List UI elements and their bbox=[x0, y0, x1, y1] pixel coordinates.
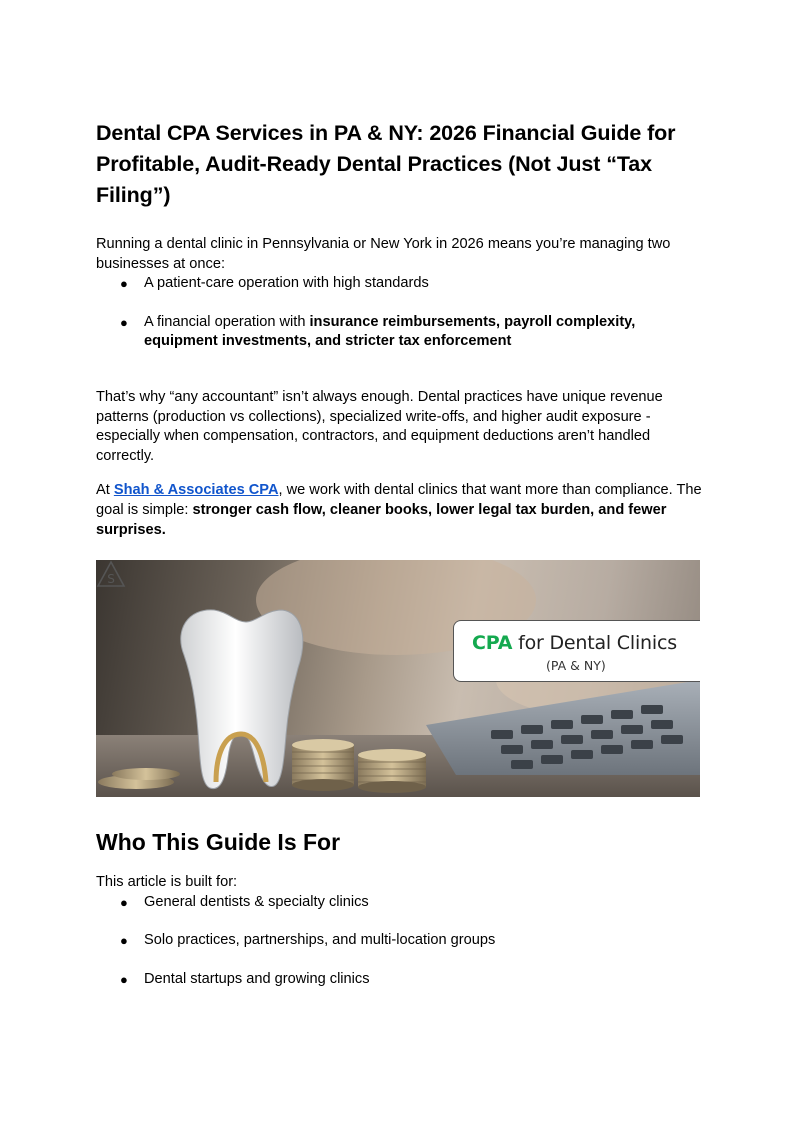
list-item-text: A patient-care operation with high standards bbox=[144, 275, 429, 292]
list-item-bold-text: insurance reimbursements, payroll complexity, equipment investments, and stricter tax enforcement bbox=[144, 313, 636, 350]
document-page bbox=[96, 118, 706, 990]
bullet-icon: ● bbox=[120, 971, 128, 987]
audience-list bbox=[96, 893, 706, 990]
bullet-icon: ● bbox=[120, 314, 128, 330]
list-item bbox=[96, 931, 706, 951]
bullet-icon: ● bbox=[120, 894, 128, 910]
list-item-text: General dentists & specialty clinics bbox=[144, 893, 369, 910]
hero-badge bbox=[453, 620, 700, 682]
list-item-text: Solo practices, partnerships, and multi-location groups bbox=[144, 932, 496, 949]
intro-paragraph: Running a dental clinic in Pennsylvania or New York in 2026 means you’re managing two businesses at once: bbox=[96, 236, 671, 272]
list-item bbox=[96, 893, 706, 913]
firm-paragraph bbox=[96, 481, 706, 540]
list-item bbox=[96, 274, 706, 294]
firm-logo-icon bbox=[96, 560, 126, 590]
badge-title bbox=[472, 632, 677, 654]
hero-image bbox=[96, 560, 700, 797]
bullet-icon: ● bbox=[120, 933, 128, 949]
list-item-text: A financial operation with bbox=[144, 313, 310, 330]
firm-link[interactable]: Shah & Associates CPA bbox=[113, 482, 279, 499]
operations-list bbox=[96, 274, 706, 352]
logo-letter: S bbox=[107, 572, 115, 587]
list-item bbox=[96, 970, 706, 990]
firm-paragraph-prefix: At bbox=[96, 482, 114, 499]
firm-paragraph-bold: stronger cash flow, cleaner books, lower legal tax burden, and fewer surprises. bbox=[96, 501, 667, 538]
firm-paragraph-middle: , we work with dental clinics that want more than compliance. The goal is simple: bbox=[96, 482, 702, 518]
page-title: Dental CPA Services in PA & NY: 2026 Financial Guide for Profitable, Audit-Ready Dental Practices (Not Just “Tax Filing”) bbox=[96, 121, 676, 207]
badge-subtitle: (PA & NY) bbox=[546, 658, 606, 674]
list-item-text: Dental startups and growing clinics bbox=[144, 970, 370, 987]
badge-highlight: CPA bbox=[472, 632, 513, 655]
bullet-icon: ● bbox=[120, 276, 128, 292]
list-item bbox=[96, 313, 706, 352]
section-lead: This article is built for: bbox=[96, 874, 238, 891]
badge-title-rest: for Dental Clinics bbox=[512, 632, 677, 655]
section-heading: Who This Guide Is For bbox=[96, 829, 341, 856]
why-paragraph: That’s why “any accountant” isn’t always enough. Dental practices have unique revenue patterns (production vs collections), specialized write-offs, and higher audit exposure - especially when compensation, contractors, and equipment deductions aren’t handled correctly. bbox=[96, 388, 663, 464]
